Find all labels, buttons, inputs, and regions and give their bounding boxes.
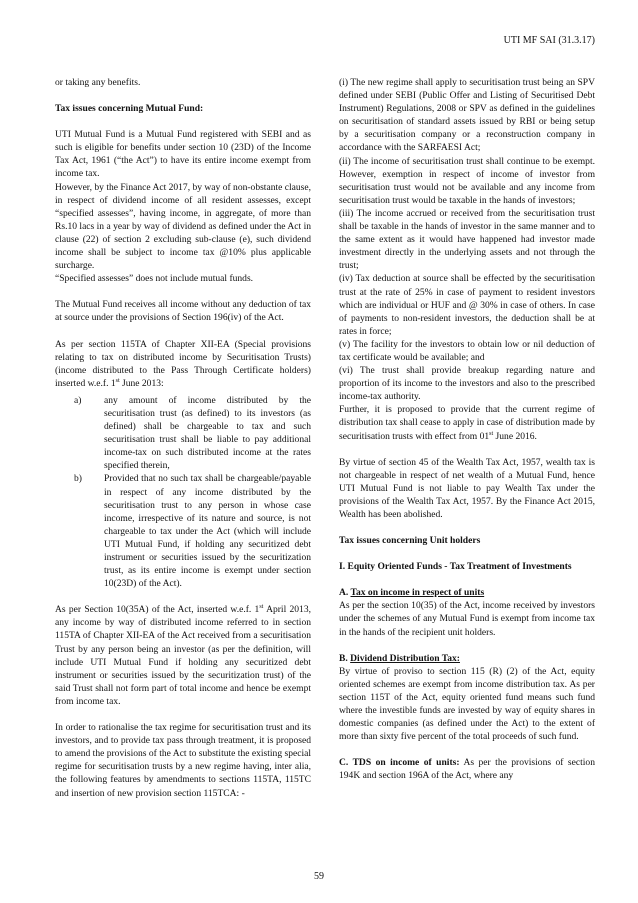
section-heading-unit-holders: Tax issues concerning Unit holders — [339, 535, 481, 547]
paragraph: By virtue of proviso to section 115 (R) (2) of the Act, equity oriented schemes are exempt from income distribution tax. As per section 115T of the Act, equity oriented fund means such fund where the investible funds are invested by way of equity shares in domestic companies (as defined under the Act) to the extent of more than sixty five percent of the total proceeds of such fund. — [339, 665, 595, 743]
page-header: UTI MF SAI (31.3.17) — [503, 35, 595, 46]
section-heading-mutual-fund: Tax issues concerning Mutual Fund: — [55, 103, 204, 115]
right-column — [339, 76, 595, 783]
list-item: a) any amount of income distributed by the securitisation trust (as defined) to its investors (as defined) shall be chargeable to tax and such securitisation trust shall be liable to pay additional income-tax on such distributed income at the rates specified therein, — [74, 394, 311, 472]
paragraph: UTI Mutual Fund is a Mutual Fund registered with SEBI and as such is eligible for benefits under section 10 (23D) of the Income Tax Act, 1961 (“the Act”) to have its entire income exempt from income tax. — [55, 129, 311, 180]
paragraph: However, by the Finance Act 2017, by way of non-obstante clause, in respect of dividend income of all resident assesses, except “specified assesses”, having income, in aggregate, of more than Rs.10 lacs in a year by way of dividend as defined under the Act in clause (22) of section 2 excluding sub-clause (e), such dividend income shall be subject to income tax @10% plus applicable surcharge. — [55, 181, 311, 272]
regime-item: (v) The facility for the investors to obtain low or nil deduction of tax certificate would be available; and — [339, 338, 595, 363]
regime-item: (iii) The income accrued or received from the securitisation trust shall be taxable in the hands of investor in the same manner and to the same extent as it would have happened had investor made investment directly in the underlying assets and not through the trust; — [339, 207, 595, 272]
paragraph: As per Section 10(35A) of the Act, inserted w.e.f. 1st April 2013, any income by way of distributed income referred to in section 115TA of Chapter XII-EA of the Act received from a securitisation Trust by any person being an investor (as per the definition, will include UTI Mutual Fund if holding any securitized debt instrument or securities issued by the securitization trust) of the said Trust shall not form part of total income and hence be exempt from income tax. — [55, 604, 311, 707]
paragraph: “Specified assesses” does not include mutual funds. — [55, 273, 254, 285]
regime-item: (ii) The income of securitisation trust shall continue to be exempt. However, exemption in respect of income of investor from securitisation trust would not be available and any income from securitisation trust would be taxable in the hands of investors; — [339, 155, 595, 206]
subheading-a: A. Tax on income in respect of units — [339, 587, 485, 599]
paragraph: Further, it is proposed to provide that the current regime of distribution tax shall cease to apply in case of distribution made by securitisation trusts with effect from 01st June 2016. — [339, 404, 595, 442]
paragraph: C. TDS on income of units: As per the provisions of section 194K and section 196A of the Act, where any — [339, 757, 595, 782]
subheading-b: B. Dividend Distribution Tax: — [339, 652, 460, 664]
paragraph: or taking any benefits. — [55, 77, 141, 88]
section-heading-equity-funds: I. Equity Oriented Funds - Tax Treatment of Investments — [339, 561, 572, 573]
regime-item: (i) The new regime shall apply to securitisation trust being an SPV defined under SEBI (Public Offer and Listing of Securitised Debt Instrument) Regulations, 2008 or SPV as defined in the guidelines on securitisation of standard assets issued by RBI or being setup by a securitisation company or a reconstruction company in accordance with the SARFAESI Act; — [339, 77, 595, 154]
page-number: 59 — [314, 871, 324, 882]
paragraph: As per the section 10(35) of the Act, income received by investors under the schemes of any Mutual Fund is exempt from income tax in the hands of the recipient unit holders. — [339, 600, 595, 638]
list-item: b) Provided that no such tax shall be chargeable/payable in respect of any income distributed by the securitisation trust to any person in whose case income, irrespective of its nature and source, is not chargeable to tax under the Act (which will include UTI Mutual Fund, if holding any securitized debt instrument or securities issued by the securitization trust, as its entire income is exempt under section 10(23D) of the Act). — [74, 473, 311, 590]
paragraph: By virtue of section 45 of the Wealth Tax Act, 1957, wealth tax is not chargeable in respect of net wealth of a Mutual Fund, hence UTI Mutual Fund is not liable to pay Wealth Tax under the provisions of the Wealth Tax Act, 1957. By the Finance Act 2015, Wealth has been abolished. — [339, 456, 595, 520]
provisions-list — [55, 394, 311, 590]
regime-item: (vi) The trust shall provide breakup regarding nature and proportion of its income to the investors and also to the prescribed income-tax authority. — [339, 365, 595, 403]
paragraph: As per section 115TA of Chapter XII-EA (Special provisions relating to tax on distributed income by Securitisation Trusts) (income distributed to the Pass Through Certificate holders) inserted w.e.f. 1st June 2013: — [55, 338, 311, 389]
paragraph: In order to rationalise the tax regime for securitisation trust and its investors, and to provide tax pass through treatment, it is proposed to amend the provisions of the Act to substitute the existing special regime for securitisation trusts by a new regime having, inter alia, the following features by amendments to sections 115TA, 115TC and insertion of new provision section 115TCA: - — [55, 722, 311, 799]
paragraph: The Mutual Fund receives all income without any deduction of tax at source under the provisions of Section 196(iv) of the Act. — [55, 299, 311, 324]
subheading-c: C. TDS on income of units: — [339, 757, 460, 769]
regime-item: (iv) Tax deduction at source shall be effected by the securitisation trust at the rate of 25% in case of payment to resident investors which are individual or HUF and @ 30% in case of others. In case of payments to non-resident investors, the deduction shall be at rates in force; — [339, 273, 595, 337]
left-column — [55, 76, 311, 800]
